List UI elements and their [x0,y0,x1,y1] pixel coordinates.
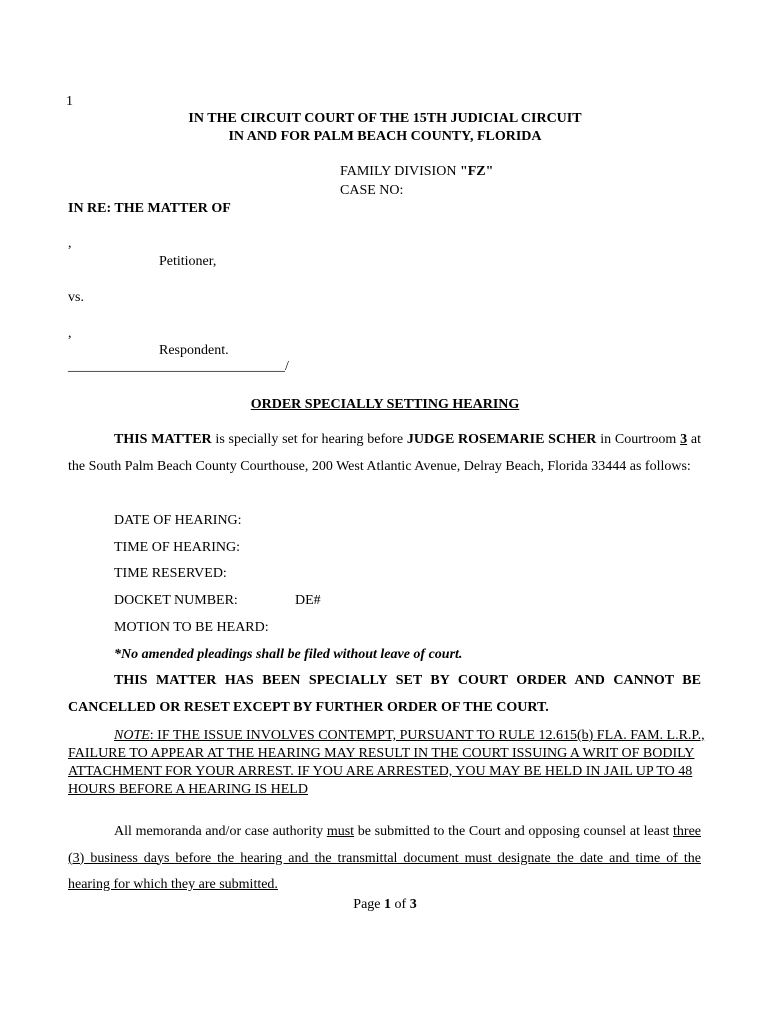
court-name-line-2: IN AND FOR PALM BEACH COUNTY, FLORIDA [228,129,542,144]
time-of-hearing-label: TIME OF HEARING: [114,540,240,555]
respondent-label: Respondent. [159,343,229,358]
hearing-text-1: is specially set for hearing before [211,432,407,447]
amended-pleadings-note: *No amended pleadings shall be filed without leave of court. [114,647,463,662]
respondent-name-blank: , [68,326,72,341]
division-label: FAMILY DIVISION [340,164,460,179]
page-prefix: Page [353,897,385,912]
docket-number-value: DE# [295,593,321,608]
caption-divider: _______________________________/ [68,359,289,374]
date-of-hearing-label: DATE OF HEARING: [114,513,242,528]
specially-set-notice: THIS MATTER HAS BEEN SPECIALLY SET BY COURT ORDER AND CANNOT BE CANCELLED OR RESET EXCEPT BY FURTHER ORDER OF THE COURT. [68,673,701,715]
page-number [0,897,770,913]
hearing-text-2: in Courtroom [596,432,681,447]
case-number-label: CASE NO: [340,183,404,198]
contempt-note [68,727,708,799]
note-text: : IF THE ISSUE INVOLVES CONTEMPT, PURSUANT TO RULE 12.615(b) FLA. FAM. L.R.P., FAILURE TO APPEAR AT THE HEARING MAY RESULT IN THE COURT ISSUING A WRIT OF BODILY ATTACHMENT FOR YOUR ARREST. IF YOU ARE ARRESTED, YOU MAY BE HELD IN JAIL UP TO 48 HOURS BEFORE A HEARING IS HELD [68,728,705,797]
memo-deadline: three (3) business days before the hearing and the transmittal document must designate the date and time of the hearing for which they are submitted. [68,824,701,892]
in-re-heading: IN RE: THE MATTER OF [68,201,231,216]
this-matter-lead: THIS MATTER [114,432,212,447]
court-name-line-1: IN THE CIRCUIT COURT OF THE 15TH JUDICIAL CIRCUIT [188,111,582,126]
memo-text-1: All memoranda and/or case authority [114,824,327,839]
versus-label: vs. [68,290,84,305]
page-current: 1 [384,897,392,912]
time-reserved-label: TIME RESERVED: [114,566,227,581]
page-total: 3 [409,897,417,912]
docket-number-label: DOCKET NUMBER: [114,593,238,608]
judge-name: JUDGE ROSEMARIE SCHER [406,432,597,447]
page-of: of [391,897,410,912]
memoranda-paragraph [68,819,701,899]
courtroom-number: 3 [680,432,688,447]
family-division [340,164,493,180]
line-number: 1 [66,94,73,109]
hearing-paragraph [68,427,701,480]
petitioner-name-blank: , [68,236,72,251]
hearing-text-3: at the South Palm Beach County Courthouse, 200 West Atlantic Avenue, Delray Beach, Florida 33444 as follows: [68,432,701,474]
petitioner-label: Petitioner, [159,254,217,269]
order-title: ORDER SPECIALLY SETTING HEARING [250,397,520,412]
memo-must: must [326,824,355,839]
memo-text-2: be submitted to the Court and opposing counsel at least [354,824,674,839]
note-label: NOTE [114,728,150,743]
division-code: "FZ" [459,164,494,179]
motion-label: MOTION TO BE HEARD: [114,620,269,635]
